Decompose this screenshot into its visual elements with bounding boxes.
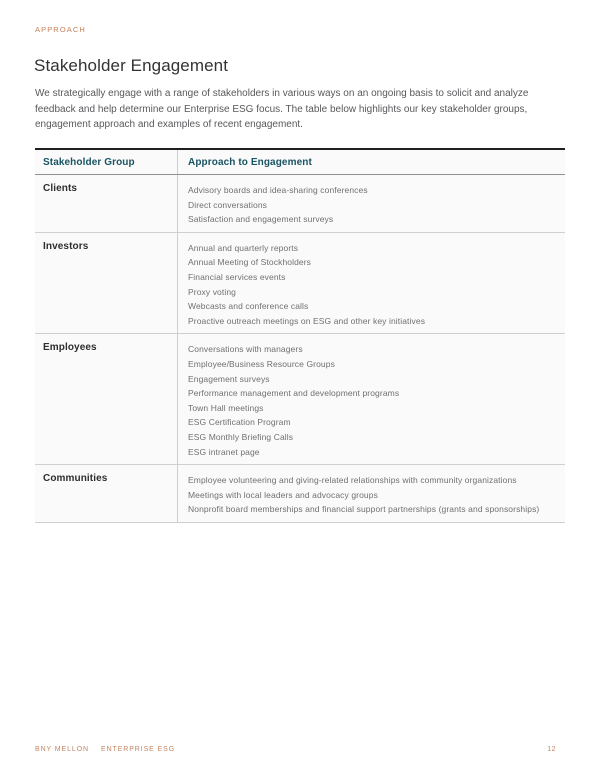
approach-item: Webcasts and conference calls (188, 301, 309, 312)
approach-cell (178, 334, 565, 464)
approach-cell (178, 233, 565, 334)
approach-item: Satisfaction and engagement surveys (188, 214, 334, 225)
table-row (35, 334, 565, 465)
table-row (35, 465, 565, 523)
approach-item: Advisory boards and idea-sharing conferences (188, 185, 368, 195)
approach-item: Employee volunteering and giving-related relationships with community organizations (188, 475, 517, 486)
approach-item: Proactive outreach meetings on ESG and other key initiatives (188, 315, 426, 326)
column-header-stakeholder-group: Stakeholder Group (35, 150, 178, 174)
stakeholder-group-cell (35, 175, 178, 232)
approach-item: Direct conversations (188, 199, 268, 210)
approach-item: ESG intranet page (188, 446, 260, 457)
approach-cell (178, 175, 565, 232)
column-header-approach: Approach to Engagement (188, 157, 312, 168)
stakeholder-group-label: Clients (43, 183, 78, 194)
page-title: Stakeholder Engagement (34, 56, 229, 75)
footer-brand: BNY MELLON (35, 746, 89, 753)
footer-document-title: ENTERPRISE ESG (101, 746, 176, 753)
approach-item: Employee/Business Resource Groups (188, 358, 335, 369)
intro-paragraph: We strategically engage with a range of stakeholders in various ways on an ongoing basis to solicit and analyze feedback and help determine our Enterprise ESG focus. The table below highlights our key stakeholder groups, engagement approach and examples of recent engagement. (35, 88, 529, 130)
approach-item: Financial services events (188, 271, 286, 282)
approach-item: Engagement surveys (188, 373, 270, 384)
approach-item: Nonprofit board memberships and financial support partnerships (grants and sponsorships) (188, 504, 540, 515)
approach-item: Town Hall meetings (188, 402, 264, 413)
section-eyebrow: APPROACH (35, 25, 86, 34)
approach-item: Proxy voting (188, 286, 236, 297)
table-header-row (35, 150, 565, 175)
approach-item: Annual and quarterly reports (188, 242, 299, 253)
table-row (35, 175, 565, 233)
stakeholder-group-cell (35, 334, 178, 464)
approach-item: Conversations with managers (188, 344, 303, 355)
footer-brand-block (35, 746, 175, 753)
approach-item: Annual Meeting of Stockholders (188, 257, 312, 268)
stakeholder-group-label: Investors (43, 240, 89, 252)
approach-item: Meetings with local leaders and advocacy groups (188, 489, 378, 500)
table-body (35, 175, 565, 523)
stakeholder-group-cell (35, 465, 178, 522)
approach-item: ESG Certification Program (188, 417, 291, 428)
stakeholder-table (35, 148, 565, 523)
approach-cell (178, 465, 565, 522)
stakeholder-group-label: Communities (43, 473, 108, 485)
approach-item: ESG Monthly Briefing Calls (188, 431, 294, 442)
page-number: 12 (547, 746, 556, 753)
stakeholder-group-label: Employees (43, 342, 97, 354)
stakeholder-group-cell (35, 233, 178, 334)
table-row (35, 233, 565, 335)
approach-item: Performance management and development programs (188, 388, 400, 399)
